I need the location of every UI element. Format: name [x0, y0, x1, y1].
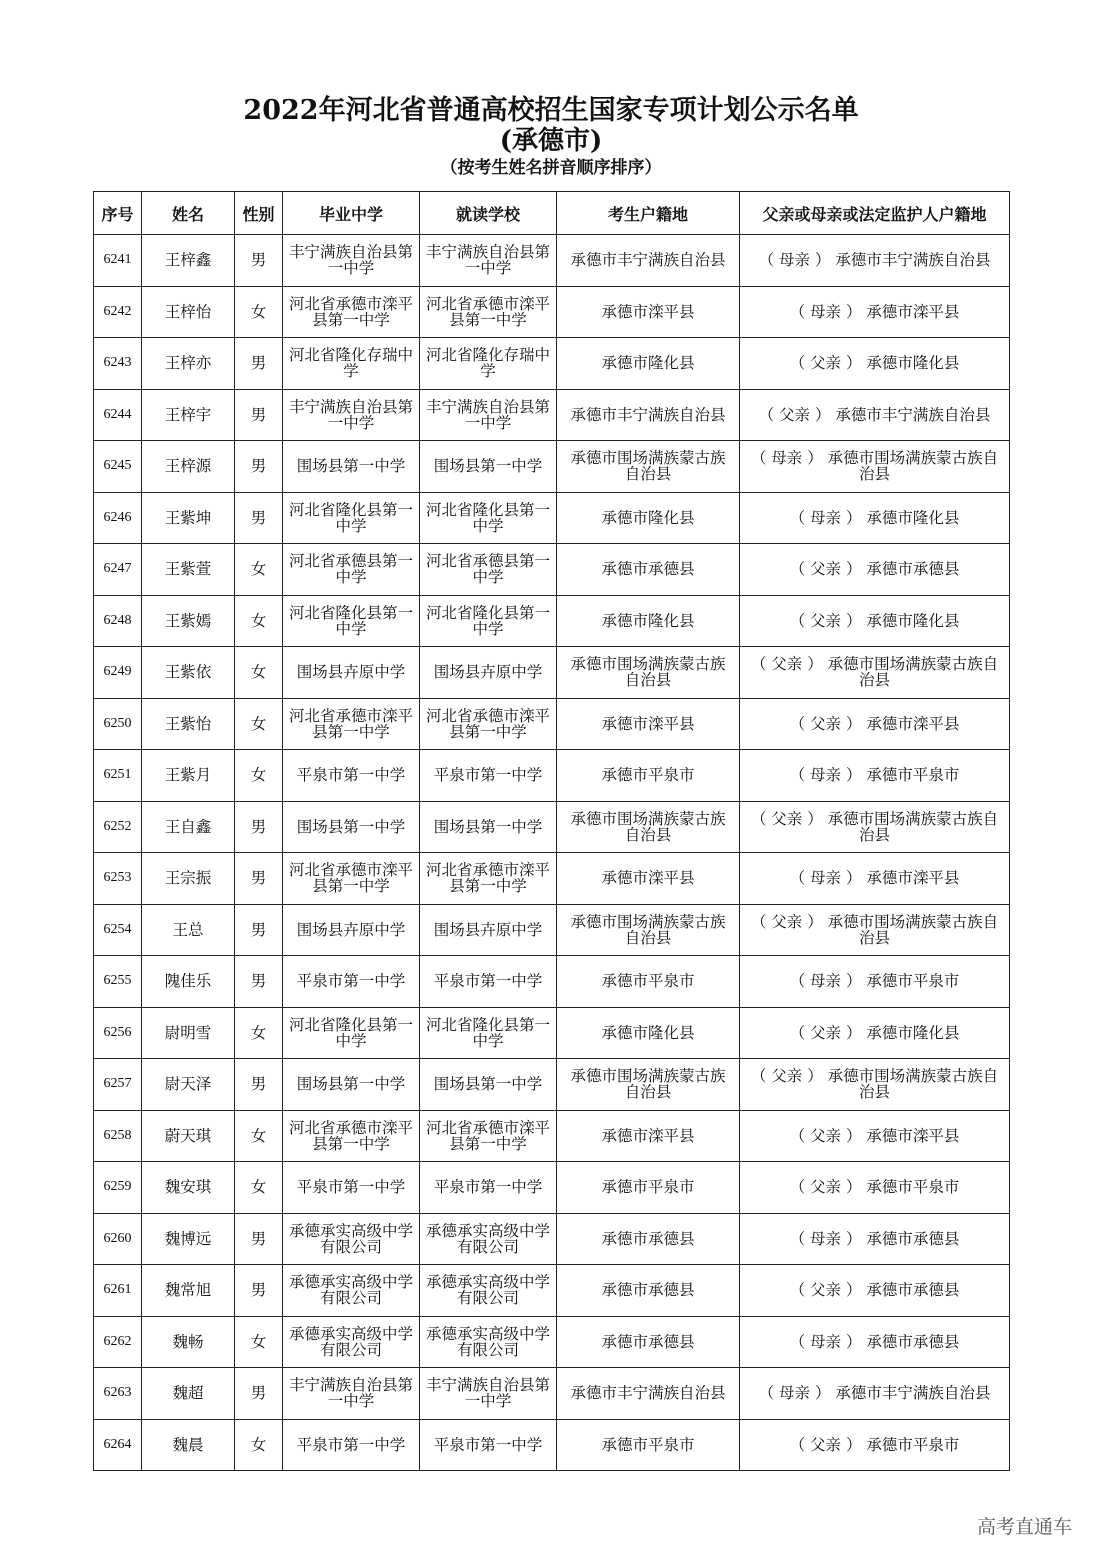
graduated-school-cell: 围场县第一中学 — [283, 441, 420, 493]
table-row — [94, 750, 1010, 802]
student-name-cell: 尉天泽 — [142, 1059, 235, 1111]
guardian-domicile-cell: （ 父亲 ） 承德市隆化县 — [740, 1007, 1010, 1059]
row-number-cell: 6259 — [94, 1162, 142, 1214]
current-school-cell: 河北省承德市滦平县第一中学 — [420, 1110, 557, 1162]
student-domicile-cell: 承德市围场满族蒙古族自治县 — [557, 647, 740, 699]
student-name-cell: 王紫怡 — [142, 698, 235, 750]
table-row — [94, 1316, 1010, 1368]
row-number-cell: 6256 — [94, 1007, 142, 1059]
row-number-cell: 6242 — [94, 286, 142, 338]
gender-cell: 男 — [235, 1265, 283, 1317]
graduated-school-cell: 丰宁满族自治县第一中学 — [283, 235, 420, 287]
graduated-school-cell: 围场县第一中学 — [283, 801, 420, 853]
gender-cell: 男 — [235, 1213, 283, 1265]
graduated-school-cell: 河北省承德市滦平县第一中学 — [283, 698, 420, 750]
table-row — [94, 1059, 1010, 1111]
table-row — [94, 338, 1010, 390]
gender-cell: 男 — [235, 235, 283, 287]
row-number-cell: 6263 — [94, 1368, 142, 1420]
graduated-school-cell: 承德承实高级中学有限公司 — [283, 1213, 420, 1265]
graduated-school-cell: 围场县第一中学 — [283, 1059, 420, 1111]
row-number-cell: 6244 — [94, 389, 142, 441]
current-school-cell: 平泉市第一中学 — [420, 750, 557, 802]
gender-cell: 男 — [235, 492, 283, 544]
current-school-cell: 河北省承德市滦平县第一中学 — [420, 853, 557, 905]
student-domicile-cell: 承德市围场满族蒙古族自治县 — [557, 441, 740, 493]
table-row — [94, 698, 1010, 750]
graduated-school-cell: 平泉市第一中学 — [283, 1162, 420, 1214]
guardian-domicile-cell: （ 父亲 ） 承德市围场满族蒙古族自治县 — [740, 1059, 1010, 1111]
student-name-cell: 魏博远 — [142, 1213, 235, 1265]
table-row — [94, 441, 1010, 493]
current-school-cell: 平泉市第一中学 — [420, 1419, 557, 1471]
current-school-cell: 平泉市第一中学 — [420, 956, 557, 1008]
student-name-cell: 尉明雪 — [142, 1007, 235, 1059]
guardian-domicile-cell: （ 父亲 ） 承德市承德县 — [740, 1265, 1010, 1317]
guardian-domicile-cell: （ 父亲 ） 承德市丰宁满族自治县 — [740, 389, 1010, 441]
guardian-domicile-cell: （ 母亲 ） 承德市隆化县 — [740, 492, 1010, 544]
gender-cell: 女 — [235, 1162, 283, 1214]
gender-cell: 女 — [235, 1110, 283, 1162]
student-domicile-cell: 承德市滦平县 — [557, 286, 740, 338]
row-number-cell: 6247 — [94, 544, 142, 596]
student-domicile-cell: 承德市承德县 — [557, 1213, 740, 1265]
gender-cell: 女 — [235, 1419, 283, 1471]
row-number-cell: 6248 — [94, 595, 142, 647]
table-row — [94, 1110, 1010, 1162]
student-name-cell: 王梓源 — [142, 441, 235, 493]
student-domicile-cell: 承德市平泉市 — [557, 750, 740, 802]
table-body — [94, 235, 1010, 1471]
guardian-domicile-cell: （ 母亲 ） 承德市滦平县 — [740, 853, 1010, 905]
row-number-cell: 6257 — [94, 1059, 142, 1111]
guardian-domicile-cell: （ 父亲 ） 承德市平泉市 — [740, 1162, 1010, 1214]
student-domicile-cell: 承德市滦平县 — [557, 853, 740, 905]
student-name-cell: 王紫萱 — [142, 544, 235, 596]
current-school-cell: 围场县卉原中学 — [420, 647, 557, 699]
gender-cell: 男 — [235, 853, 283, 905]
row-number-cell: 6255 — [94, 956, 142, 1008]
guardian-domicile-cell: （ 父亲 ） 承德市围场满族蒙古族自治县 — [740, 904, 1010, 956]
current-school-cell: 河北省隆化县第一中学 — [420, 492, 557, 544]
student-domicile-cell: 承德市围场满族蒙古族自治县 — [557, 904, 740, 956]
gender-cell: 女 — [235, 1316, 283, 1368]
student-domicile-cell: 承德市围场满族蒙古族自治县 — [557, 801, 740, 853]
watermark: 高考直通车 — [976, 1516, 1072, 1538]
table-row — [94, 904, 1010, 956]
row-number-cell: 6250 — [94, 698, 142, 750]
graduated-school-cell: 平泉市第一中学 — [283, 956, 420, 1008]
gender-cell: 男 — [235, 801, 283, 853]
row-number-cell: 6258 — [94, 1110, 142, 1162]
guardian-domicile-cell: （ 父亲 ） 承德市围场满族蒙古族自治县 — [740, 801, 1010, 853]
table-row — [94, 286, 1010, 338]
table-row — [94, 544, 1010, 596]
document-subtitle: (承德市) — [499, 126, 603, 156]
row-number-cell: 6246 — [94, 492, 142, 544]
row-number-cell: 6249 — [94, 647, 142, 699]
student-name-cell: 王总 — [142, 904, 235, 956]
gender-cell: 男 — [235, 1368, 283, 1420]
header-cell-number: 序号 — [94, 192, 142, 235]
guardian-domicile-cell: （ 父亲 ） 承德市平泉市 — [740, 1419, 1010, 1471]
student-name-cell: 王紫嫣 — [142, 595, 235, 647]
gender-cell: 男 — [235, 904, 283, 956]
guardian-domicile-cell: （ 父亲 ） 承德市承德县 — [740, 544, 1010, 596]
student-name-cell: 魏超 — [142, 1368, 235, 1420]
student-domicile-cell: 承德市隆化县 — [557, 492, 740, 544]
student-domicile-cell: 承德市丰宁满族自治县 — [557, 1368, 740, 1420]
table-row — [94, 595, 1010, 647]
current-school-cell: 河北省承德市滦平县第一中学 — [420, 286, 557, 338]
header-cell-current-school: 就读学校 — [420, 192, 557, 235]
gender-cell: 女 — [235, 1007, 283, 1059]
guardian-domicile-cell: （ 父亲 ） 承德市围场满族蒙古族自治县 — [740, 647, 1010, 699]
graduated-school-cell: 河北省承德县第一中学 — [283, 544, 420, 596]
row-number-cell: 6260 — [94, 1213, 142, 1265]
current-school-cell: 丰宁满族自治县第一中学 — [420, 389, 557, 441]
graduated-school-cell: 丰宁满族自治县第一中学 — [283, 1368, 420, 1420]
gender-cell: 男 — [235, 338, 283, 390]
graduated-school-cell: 河北省隆化县第一中学 — [283, 595, 420, 647]
student-domicile-cell: 承德市丰宁满族自治县 — [557, 389, 740, 441]
current-school-cell: 丰宁满族自治县第一中学 — [420, 235, 557, 287]
student-name-cell: 蔚天琪 — [142, 1110, 235, 1162]
graduated-school-cell: 平泉市第一中学 — [283, 750, 420, 802]
header-cell-student-domicile: 考生户籍地 — [557, 192, 740, 235]
current-school-cell: 河北省隆化县第一中学 — [420, 1007, 557, 1059]
guardian-domicile-cell: （ 父亲 ） 承德市滦平县 — [740, 698, 1010, 750]
table-row — [94, 1213, 1010, 1265]
guardian-domicile-cell: （ 母亲 ） 承德市丰宁满族自治县 — [740, 235, 1010, 287]
roster-table — [93, 191, 1010, 1471]
current-school-cell: 围场县第一中学 — [420, 1059, 557, 1111]
current-school-cell: 河北省隆化存瑞中学 — [420, 338, 557, 390]
student-name-cell: 王紫坤 — [142, 492, 235, 544]
student-domicile-cell: 承德市承德县 — [557, 1265, 740, 1317]
row-number-cell: 6253 — [94, 853, 142, 905]
current-school-cell: 承德承实高级中学有限公司 — [420, 1265, 557, 1317]
student-domicile-cell: 承德市丰宁满族自治县 — [557, 235, 740, 287]
student-domicile-cell: 承德市隆化县 — [557, 1007, 740, 1059]
guardian-domicile-cell: （ 母亲 ） 承德市围场满族蒙古族自治县 — [740, 441, 1010, 493]
student-name-cell: 王梓鑫 — [142, 235, 235, 287]
table-row — [94, 389, 1010, 441]
gender-cell: 女 — [235, 286, 283, 338]
gender-cell: 女 — [235, 647, 283, 699]
current-school-cell: 丰宁满族自治县第一中学 — [420, 1368, 557, 1420]
table-row — [94, 853, 1010, 905]
student-name-cell: 魏常旭 — [142, 1265, 235, 1317]
table-row — [94, 492, 1010, 544]
guardian-domicile-cell: （ 父亲 ） 承德市隆化县 — [740, 338, 1010, 390]
student-domicile-cell: 承德市承德县 — [557, 544, 740, 596]
guardian-domicile-cell: （ 母亲 ） 承德市丰宁满族自治县 — [740, 1368, 1010, 1420]
table-row — [94, 235, 1010, 287]
guardian-domicile-cell: （ 母亲 ） 承德市承德县 — [740, 1213, 1010, 1265]
student-domicile-cell: 承德市滦平县 — [557, 698, 740, 750]
current-school-cell: 承德承实高级中学有限公司 — [420, 1213, 557, 1265]
row-number-cell: 6241 — [94, 235, 142, 287]
graduated-school-cell: 承德承实高级中学有限公司 — [283, 1316, 420, 1368]
table-row — [94, 647, 1010, 699]
table-row — [94, 1007, 1010, 1059]
student-name-cell: 王紫依 — [142, 647, 235, 699]
student-name-cell: 王梓宇 — [142, 389, 235, 441]
header-cell-guardian-domicile: 父亲或母亲或法定监护人户籍地 — [740, 192, 1010, 235]
graduated-school-cell: 平泉市第一中学 — [283, 1419, 420, 1471]
sort-note: （按考生姓名拼音顺序排序） — [440, 158, 662, 178]
row-number-cell: 6251 — [94, 750, 142, 802]
gender-cell: 女 — [235, 698, 283, 750]
table-row — [94, 1368, 1010, 1420]
student-name-cell: 魏晨 — [142, 1419, 235, 1471]
gender-cell: 女 — [235, 595, 283, 647]
graduated-school-cell: 河北省承德市滦平县第一中学 — [283, 1110, 420, 1162]
student-name-cell: 王紫月 — [142, 750, 235, 802]
table-header-row — [94, 192, 1010, 235]
guardian-domicile-cell: （ 父亲 ） 承德市滦平县 — [740, 1110, 1010, 1162]
gender-cell: 男 — [235, 441, 283, 493]
current-school-cell: 平泉市第一中学 — [420, 1162, 557, 1214]
graduated-school-cell: 丰宁满族自治县第一中学 — [283, 389, 420, 441]
row-number-cell: 6252 — [94, 801, 142, 853]
student-name-cell: 王自鑫 — [142, 801, 235, 853]
table-row — [94, 956, 1010, 1008]
gender-cell: 女 — [235, 544, 283, 596]
student-domicile-cell: 承德市围场满族蒙古族自治县 — [557, 1059, 740, 1111]
gender-cell: 男 — [235, 956, 283, 1008]
row-number-cell: 6254 — [94, 904, 142, 956]
graduated-school-cell: 河北省承德市滦平县第一中学 — [283, 286, 420, 338]
gender-cell: 女 — [235, 750, 283, 802]
row-number-cell: 6245 — [94, 441, 142, 493]
student-name-cell: 王宗振 — [142, 853, 235, 905]
row-number-cell: 6262 — [94, 1316, 142, 1368]
guardian-domicile-cell: （ 母亲 ） 承德市平泉市 — [740, 956, 1010, 1008]
row-number-cell: 6261 — [94, 1265, 142, 1317]
header-cell-gender: 性别 — [235, 192, 283, 235]
current-school-cell: 河北省隆化县第一中学 — [420, 595, 557, 647]
document-title: 2022年河北省普通高校招生国家专项计划公示名单 — [243, 95, 859, 126]
guardian-domicile-cell: （ 母亲 ） 承德市平泉市 — [740, 750, 1010, 802]
graduated-school-cell: 围场县卉原中学 — [283, 647, 420, 699]
current-school-cell: 河北省承德县第一中学 — [420, 544, 557, 596]
table-row — [94, 1265, 1010, 1317]
student-domicile-cell: 承德市承德县 — [557, 1316, 740, 1368]
gender-cell: 男 — [235, 1059, 283, 1111]
student-name-cell: 魏畅 — [142, 1316, 235, 1368]
guardian-domicile-cell: （ 母亲 ） 承德市滦平县 — [740, 286, 1010, 338]
current-school-cell: 围场县卉原中学 — [420, 904, 557, 956]
graduated-school-cell: 河北省隆化县第一中学 — [283, 492, 420, 544]
student-domicile-cell: 承德市平泉市 — [557, 1162, 740, 1214]
student-name-cell: 王梓怡 — [142, 286, 235, 338]
student-name-cell: 魏安琪 — [142, 1162, 235, 1214]
header-cell-graduated-school: 毕业中学 — [283, 192, 420, 235]
current-school-cell: 围场县第一中学 — [420, 801, 557, 853]
graduated-school-cell: 河北省隆化县第一中学 — [283, 1007, 420, 1059]
student-domicile-cell: 承德市平泉市 — [557, 1419, 740, 1471]
table-row — [94, 1419, 1010, 1471]
graduated-school-cell: 承德承实高级中学有限公司 — [283, 1265, 420, 1317]
graduated-school-cell: 河北省承德市滦平县第一中学 — [283, 853, 420, 905]
student-name-cell: 王梓亦 — [142, 338, 235, 390]
student-domicile-cell: 承德市滦平县 — [557, 1110, 740, 1162]
guardian-domicile-cell: （ 父亲 ） 承德市隆化县 — [740, 595, 1010, 647]
row-number-cell: 6264 — [94, 1419, 142, 1471]
graduated-school-cell: 围场县卉原中学 — [283, 904, 420, 956]
current-school-cell: 河北省承德市滦平县第一中学 — [420, 698, 557, 750]
header-cell-name: 姓名 — [142, 192, 235, 235]
gender-cell: 男 — [235, 389, 283, 441]
graduated-school-cell: 河北省隆化存瑞中学 — [283, 338, 420, 390]
current-school-cell: 围场县第一中学 — [420, 441, 557, 493]
table-row — [94, 801, 1010, 853]
current-school-cell: 承德承实高级中学有限公司 — [420, 1316, 557, 1368]
student-name-cell: 隗佳乐 — [142, 956, 235, 1008]
student-domicile-cell: 承德市隆化县 — [557, 595, 740, 647]
guardian-domicile-cell: （ 母亲 ） 承德市承德县 — [740, 1316, 1010, 1368]
student-domicile-cell: 承德市平泉市 — [557, 956, 740, 1008]
row-number-cell: 6243 — [94, 338, 142, 390]
table-row — [94, 1162, 1010, 1214]
student-domicile-cell: 承德市隆化县 — [557, 338, 740, 390]
